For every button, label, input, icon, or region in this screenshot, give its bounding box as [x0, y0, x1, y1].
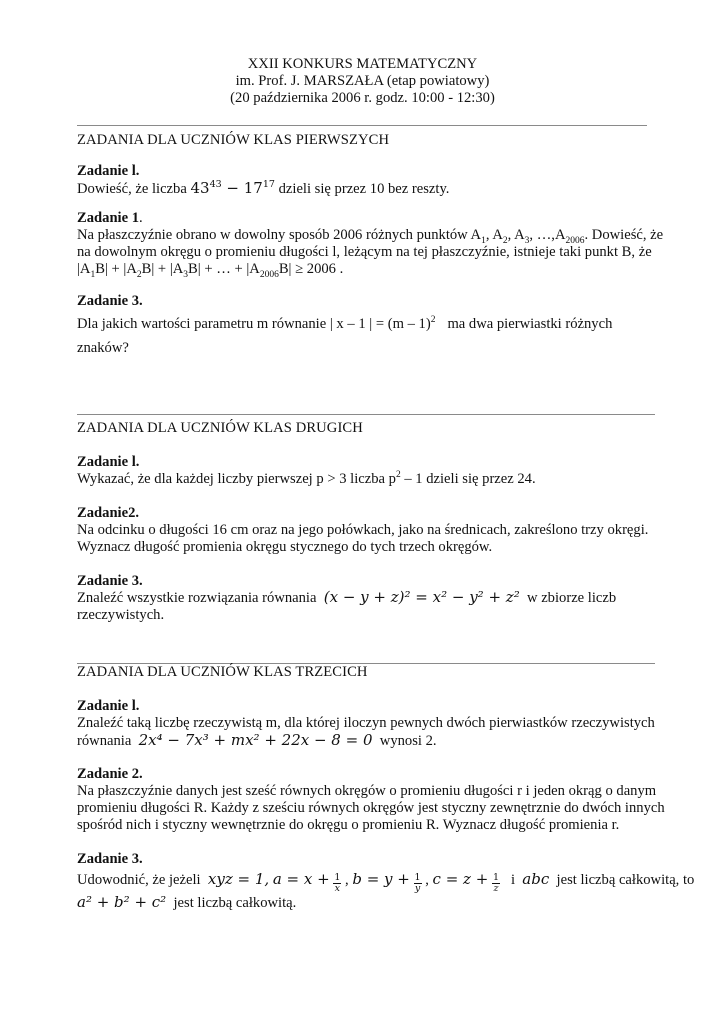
section-title-third-grade: ZADANIA DLA UCZNIÓW KLAS TRZECICH	[77, 664, 368, 680]
task-text: $|A_1B| + |A_2B| + |A_3B|$ + … + $|A_{2006}B| \ge 2006$ .	[77, 261, 344, 280]
task-heading: Zadanie 3.	[77, 293, 143, 309]
task-text: Dla jakich wartości parametru m równanie | x – 1 | = (m – 1)$^2$ ma dwa pierwiastki różnych	[77, 315, 613, 332]
task-heading: Zadanie 3.	[77, 573, 143, 589]
task-text: Na płaszczyźnie danych jest sześć równych okręgów o promieniu długości r i jeden okrąg o danym	[77, 783, 657, 799]
task-text: a² + b² + c² jest liczbą całkowitą.	[77, 893, 297, 911]
task-heading: Zadanie 1.	[77, 210, 143, 226]
task-heading: Zadanie 3.	[77, 851, 143, 867]
task-heading: Zadanie l.	[77, 698, 140, 714]
task-heading: Zadanie 2.	[77, 766, 143, 782]
task-text: Wyznacz długość promienia okręgu stycznego do tych trzech okręgów.	[77, 539, 493, 555]
task-text: Znaleźć wszystkie rozwiązania równania (x − y + z)² = x² − y² + z² w zbiorze liczb	[77, 588, 617, 606]
task-heading: Zadanie l.	[77, 454, 140, 470]
contest-patron: im. Prof. J. MARSZAŁA (etap powiatowy)	[235, 73, 490, 89]
contest-date: (20 października 2006 r. godz. 10:00 - 12:30)	[230, 90, 495, 106]
task-text: promieniu długości R. Każdy z sześciu równych okręgów jest styczny zewnętrznie do dwóch innych	[77, 800, 665, 816]
task-heading: Zadanie2.	[77, 505, 140, 521]
task-text: spośród nich i styczny wewnętrznie do okręgu o promieniu R. Wyznacz długość promienia r.	[77, 817, 620, 833]
math-expression: $43^{43} - 17^{17}$	[190, 179, 275, 197]
math-expression: 2x⁴ − 7x³ + mx² + 22x − 8 = 0	[138, 731, 373, 749]
task-text: na dowolnym okręgu o promieniu długości l, leżącym na tej płaszczyźnie, istnieje taki punkt B, że	[77, 244, 652, 260]
task-heading: Zadanie l.	[77, 163, 140, 179]
task-text: znaków?	[77, 340, 129, 356]
fraction: $\frac{1}{z}$	[492, 872, 499, 894]
fraction: $\frac{1}{y}$	[414, 872, 421, 894]
section-title-first-grade: ZADANIA DLA UCZNIÓW KLAS PIERWSZYCH	[77, 132, 390, 148]
task-text: Udowodnić, że jeżeli xyz = 1, a = x + $\frac{1}{x}$ , b = y + $\frac{1}{y}$ , c = z + $\frac{1}{z}$ i abc jest liczbą całkowitą, to	[77, 870, 695, 894]
math-expression: a² + b² + c²	[77, 893, 167, 911]
section-title-second-grade: ZADANIA DLA UCZNIÓW KLAS DRUGICH	[77, 420, 363, 436]
divider-line	[77, 125, 647, 126]
task-text: Znaleźć taką liczbę rzeczywistą m, dla której iloczyn pewnych dwóch pierwiastków rzeczywistych	[77, 715, 655, 731]
task-text: równania 2x⁴ − 7x³ + mx² + 22x − 8 = 0 wynosi 2.	[77, 731, 437, 749]
task-text: rzeczywistych.	[77, 607, 165, 623]
math-expression: (x − y + z)² = x² − y² + z²	[323, 588, 520, 606]
fraction: $\frac{1}{x}$	[334, 872, 341, 894]
task-text: Dowieść, że liczba $43^{43} - 17^{17}$ dzieli się przez 10 bez reszty.	[77, 179, 450, 197]
task-text: Na płaszczyźnie obrano w dowolny sposób 2006 różnych punktów $A_1$, $A_2$, $A_3$, $\dots,A_{2006}$. Dowieść, że	[77, 227, 664, 246]
task-text: Na odcinku o długości 16 cm oraz na jego połówkach, jako na średnicach, zakreślono trzy okręgi.	[77, 522, 649, 538]
divider-line	[77, 414, 655, 415]
contest-title: XXII KONKURS MATEMATYCZNY	[247, 56, 478, 72]
task-text: Wykazać, że dla każdej liczby pierwszej p > 3 liczba $p^2 - 1$ dzieli się przez 24.	[77, 470, 536, 487]
